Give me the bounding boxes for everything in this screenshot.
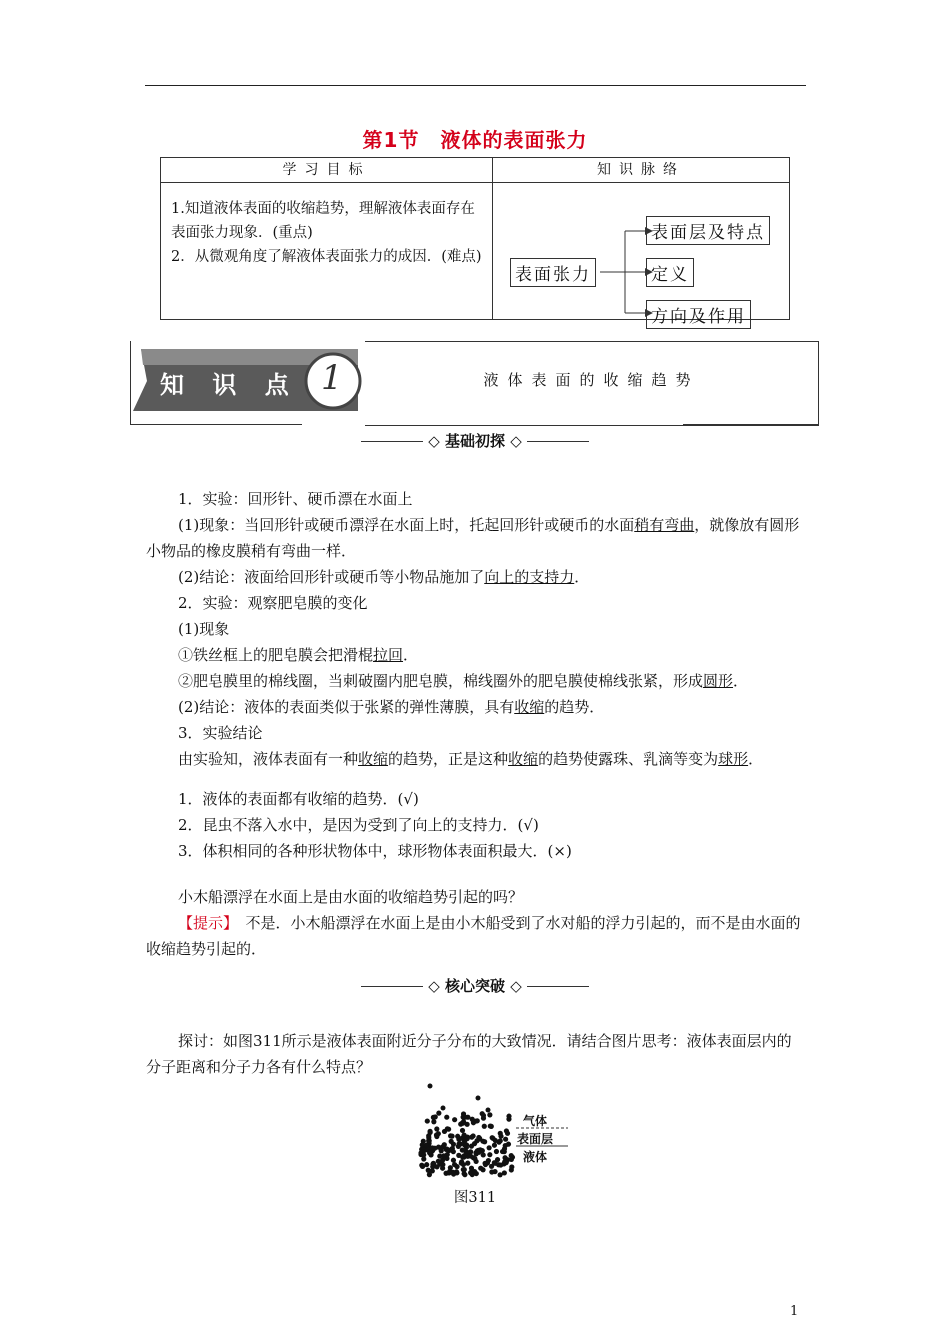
line: 由实验知，液体表面有一种收缩的趋势，正是这种收缩的趋势使露珠、乳滴等变为球形．: [178, 750, 764, 768]
judgement-item: 2．昆虫不落入水中，是因为受到了向上的支持力．(√): [178, 816, 539, 834]
line: (1)现象: [178, 620, 230, 638]
page-title: 第1节 液体的表面张力: [362, 128, 588, 152]
discussion: [146, 1028, 806, 1080]
figure-label-liquid: 液体: [523, 1150, 548, 1164]
col-header-goals: 学习目标: [161, 158, 493, 183]
line: 2．实验：观察肥皂膜的变化: [178, 594, 368, 612]
judgement-list: [146, 786, 806, 864]
line: (1)现象：当回形针或硬币漂浮在水面上时，托起回形针或硬币的水面稍有弯曲，就像放有圆形小物品的橡皮膜稍有弯曲一样．: [146, 516, 800, 560]
question-block: [146, 884, 806, 962]
goal-2: 2．从微观角度了解液体表面张力的成因．(难点): [171, 249, 482, 265]
map-arrows: [493, 183, 793, 317]
section-core-label: 核心突破: [444, 977, 505, 995]
kp-number: 1: [321, 358, 343, 398]
figure-caption: 图311: [453, 1190, 497, 1206]
map-root: 表面张力: [510, 258, 596, 287]
section-basic-label: 基础初探: [444, 432, 505, 450]
figure-label-surface: 表面层: [517, 1132, 554, 1146]
line: ①铁丝框上的肥皂膜会把滑棍拉回．: [178, 646, 419, 664]
section-basic: ◇ 基础初探 ◇: [0, 430, 950, 451]
hint-text: 不是．小木船漂浮在水面上是由小木船受到了水对船的浮力引起的，而不是由水面的收缩趋势引起的．: [146, 914, 801, 958]
figure-label-gas: 气体: [523, 1114, 548, 1128]
discussion-text: 探讨：如图311所示是液体表面附近分子分布的大致情况．请结合图片思考：液体表面层内的分子距离和分子力各有什么特点？: [146, 1032, 792, 1076]
section-core: ◇ 核心突破 ◇: [0, 975, 950, 996]
map-branch-2: 定义: [646, 258, 694, 287]
line: 3．实验结论: [178, 724, 263, 742]
question: 小木船漂浮在水面上是由水面的收缩趋势引起的吗？: [178, 888, 524, 906]
header-rule: [145, 85, 806, 86]
map-branch-1: 表面层及特点: [646, 216, 770, 245]
judgement-item: 3．体积相同的各种形状物体中，球形物体表面积最大．(×): [178, 842, 572, 860]
knowledge-map: [493, 183, 790, 327]
page-number: 1: [790, 1304, 799, 1319]
kp-frame-left: [130, 341, 131, 424]
line: 1．实验：回形针、硬币漂在水面上: [178, 490, 413, 508]
judgement-item: 1．液体的表面都有收缩的趋势．(√): [178, 790, 419, 808]
objectives-table: [160, 157, 790, 327]
col-header-map: 知识脉络: [493, 158, 790, 183]
line: (2)结论：液体的表面类似于张紧的弹性薄膜，具有收缩的趋势．: [178, 698, 605, 716]
goals-cell: [161, 183, 493, 320]
kp-title: 液体表面的收缩趋势: [483, 371, 700, 389]
kp-badge-text: 知 识 点: [160, 371, 299, 399]
goal-1: 1.知道液体表面的收缩趋势，理解液体表面存在表面张力现象．(重点): [171, 201, 475, 241]
line: (2)结论：液面给回形针或硬币等小物品施加了向上的支持力．: [178, 568, 590, 586]
basic-content: [146, 486, 806, 772]
line: ②肥皂膜里的棉线圈，当刺破圈内肥皂膜，棉线圈外的肥皂膜使棉线张紧，形成圆形．: [178, 672, 749, 690]
hint: [146, 910, 806, 962]
hint-label: 【提示】: [178, 914, 231, 932]
kp-frame-bottom-left: [130, 424, 302, 425]
map-branch-3: 方向及作用: [646, 300, 751, 329]
